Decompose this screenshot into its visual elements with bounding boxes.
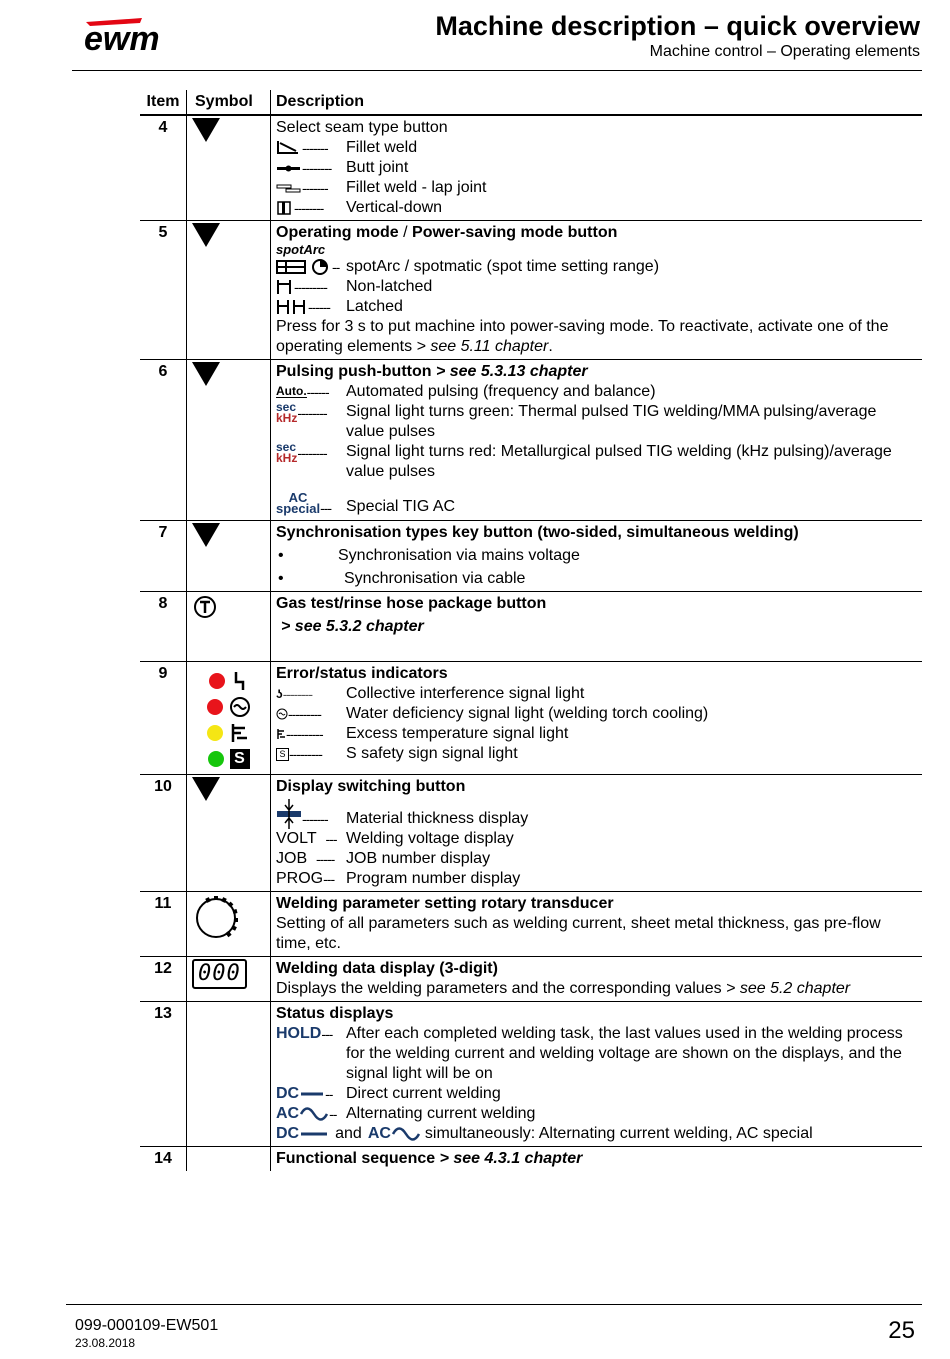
dc-icon: DC: [276, 1125, 300, 1142]
item-number: 14: [154, 1150, 172, 1167]
red-indicator-icon: [207, 699, 223, 715]
symbol-cell: [187, 892, 271, 957]
page-number: 25: [888, 1317, 915, 1344]
yellow-indicator-icon: [207, 725, 223, 741]
symbol-cell: [187, 1002, 271, 1147]
row-title: Select seam type button: [276, 119, 448, 136]
row-title: Gas test/rinse hose package button: [276, 595, 547, 612]
table-row: [140, 221, 922, 360]
list-item: ------- Fillet weld - lap joint: [276, 178, 917, 198]
table-row: [140, 360, 922, 521]
row-title: Display switching button: [276, 778, 466, 795]
description-cell: [271, 892, 923, 957]
description-cell: [271, 1147, 923, 1172]
page-title: Machine description – quick overview: [435, 11, 920, 41]
non-latched-icon: [276, 278, 294, 296]
symbol-cell: [187, 521, 271, 592]
spotarc-icon: [276, 258, 332, 276]
s-safety-icon: S: [230, 749, 250, 769]
description-cell: [271, 221, 923, 360]
list-item: ------ Latched: [276, 297, 917, 317]
list-item: HOLD --- After each completed welding task, the last values used in the welding process for the welding current and welding voltage are shown on the displays, and the signal light will be on: [276, 1025, 903, 1082]
power-saving-note: Press for 3 s to put machine into power-saving mode. To reactivate, activate one of the operating elements > see 5.11 chapter.: [276, 318, 889, 355]
list-item: ---------- Excess temperature signal light: [276, 724, 917, 744]
ac-special-icon: AC special: [276, 490, 321, 516]
symbol-cell: [187, 592, 271, 662]
vertical-down-icon: [276, 199, 294, 217]
description-cell: [271, 360, 923, 521]
list-item: sec kHz -------- Signal light turns red: Metallurgical pulsed TIG welding (kHz pulsing)/average value pulses: [276, 442, 892, 480]
table-header-row: [140, 90, 922, 115]
row-title: Status displays: [276, 1005, 394, 1022]
item-number: 13: [154, 1005, 172, 1022]
list-item: • Synchronisation via cable: [278, 570, 526, 587]
triangle-button-icon: [192, 777, 220, 801]
symbol-cell: [187, 662, 271, 775]
ac-icon: AC: [276, 1105, 300, 1122]
item-number: 7: [158, 524, 168, 541]
header-description: Description: [276, 93, 365, 110]
dc-icon: DC: [276, 1085, 300, 1102]
water-small-icon: [276, 708, 288, 720]
description-cell: [271, 115, 923, 221]
ewm-logo: [82, 14, 214, 54]
operating-elements-table: [140, 90, 922, 1171]
symbol-cell: [187, 957, 271, 1002]
list-item: VOLT --- Welding voltage display: [276, 830, 514, 847]
temperature-small-icon: [276, 728, 286, 740]
dc-line-icon: [299, 1129, 329, 1139]
fillet-weld-icon: [276, 139, 302, 157]
triangle-button-icon: [192, 223, 220, 247]
auto-pulse-icon: Auto.: [276, 384, 307, 398]
list-item: PROG --- Program number display: [276, 870, 521, 887]
description-cell: [271, 662, 923, 775]
ac-wave-icon: [299, 1105, 329, 1123]
list-item: JOB ----- JOB number display: [276, 850, 491, 867]
list-item: ------- Fillet weld: [276, 138, 917, 158]
chapter-ref: > see 5.3.2 chapter: [281, 618, 424, 635]
table-row: [140, 1002, 922, 1147]
list-item: -------- Vertical-down: [276, 198, 917, 218]
list-item: DC -- Direct current welding: [276, 1085, 501, 1102]
header-item: Item: [146, 93, 180, 110]
row-title: Operating mode / Power-saving mode button: [276, 224, 618, 241]
item-number: 8: [158, 595, 168, 612]
list-item: ʖ -------- Collective interference signal light: [276, 685, 585, 702]
gas-test-icon: [192, 594, 218, 620]
row-title: Welding parameter setting rotary transducer: [276, 895, 614, 912]
triangle-button-icon: [192, 118, 220, 142]
page-subtitle: Machine control – Operating elements: [649, 43, 920, 60]
interference-icon: [231, 670, 249, 692]
footer-divider: [66, 1304, 922, 1305]
symbol-cell: [187, 360, 271, 521]
interference-small-icon: ʖ: [276, 687, 283, 701]
ac-icon: AC: [367, 1125, 391, 1142]
document-date: 23.08.2018: [75, 1336, 136, 1350]
spotarc-label: spotArc: [276, 242, 326, 257]
item-number: 12: [154, 960, 172, 977]
symbol-cell: [187, 775, 271, 892]
description-cell: [271, 521, 923, 592]
item-number: 10: [154, 778, 172, 795]
list-item: ------- Material thickness display: [276, 799, 917, 829]
ac-wave-icon: [391, 1125, 421, 1143]
excess-temperature-icon: [229, 722, 251, 744]
list-item: AC -- Alternating current welding: [276, 1105, 536, 1122]
table-row: [140, 662, 922, 775]
material-thickness-icon: [276, 799, 302, 829]
triangle-button-icon: [192, 362, 220, 386]
header-symbol: Symbol: [187, 90, 271, 115]
symbol-cell: [187, 221, 271, 360]
symbol-cell: [187, 115, 271, 221]
item-number: 4: [158, 119, 168, 136]
table-row: [140, 592, 922, 662]
svg-text:ewm: ewm: [84, 20, 160, 54]
triangle-button-icon: [192, 523, 220, 547]
table-row: [140, 892, 922, 957]
item-number: 5: [158, 224, 168, 241]
list-item: --------- Water deficiency signal light (welding torch cooling): [276, 704, 917, 724]
list-item: --------- Non-latched: [276, 277, 917, 297]
item-number: 6: [158, 363, 168, 380]
row-title: Synchronisation types key button (two-sided, simultaneous welding): [276, 524, 799, 541]
sec-khz-icon: sec kHz: [276, 402, 298, 424]
table-row: [140, 1147, 922, 1172]
table-row: [140, 115, 922, 221]
symbol-cell: [187, 1147, 271, 1172]
row-title: Error/status indicators: [276, 665, 448, 682]
description-cell: [271, 957, 923, 1002]
hold-icon: HOLD: [276, 1025, 322, 1042]
list-item: -- spotArc / spotmatic (spot time setting range): [276, 257, 917, 277]
sec-khz-icon: sec kHz: [276, 442, 298, 464]
row-title: Pulsing push-button > see 5.3.13 chapter: [276, 363, 588, 380]
list-item: AC special --- Special TIG AC: [276, 490, 456, 516]
row-text: Displays the welding parameters and the corresponding values > see 5.2 chapter: [276, 980, 851, 997]
green-indicator-icon: [208, 751, 224, 767]
list-item: -------- Butt joint: [276, 158, 917, 178]
header-divider: [72, 70, 922, 71]
item-number: 11: [154, 895, 172, 912]
row-title: Functional sequence > see 4.3.1 chapter: [276, 1150, 583, 1167]
table-row: [140, 521, 922, 592]
butt-joint-icon: [276, 159, 302, 177]
document-number: 099-000109-EW501: [75, 1317, 219, 1334]
red-indicator-icon: [209, 673, 225, 689]
three-digit-display-icon: 000: [192, 959, 247, 989]
row-title: Welding data display (3-digit): [276, 960, 498, 977]
list-item: S --------- S safety sign signal light: [276, 744, 917, 764]
table-row: [140, 957, 922, 1002]
latched-icon: [276, 298, 308, 316]
rotary-transducer-icon: [192, 894, 240, 942]
water-deficiency-icon: [229, 696, 251, 718]
description-cell: [271, 1002, 923, 1147]
lap-joint-icon: [276, 179, 302, 197]
list-item: DC and AC simultaneously: Alternating current welding, AC special: [276, 1125, 813, 1142]
list-item: Auto. ------ Automated pulsing (frequency and balance): [276, 383, 656, 400]
row-text: Setting of all parameters such as welding current, sheet metal thickness, gas pre-flow time, etc.: [276, 915, 881, 952]
item-number: 9: [158, 665, 168, 682]
list-item: • Synchronisation via mains voltage: [278, 547, 580, 564]
table-row: [140, 775, 922, 892]
s-small-icon: S: [276, 748, 289, 761]
description-cell: [271, 592, 923, 662]
dc-line-icon: [299, 1089, 325, 1099]
description-cell: [271, 775, 923, 892]
list-item: sec kHz -------- Signal light turns green: Thermal pulsed TIG welding/MMA pulsing/average value pulses: [276, 402, 877, 440]
